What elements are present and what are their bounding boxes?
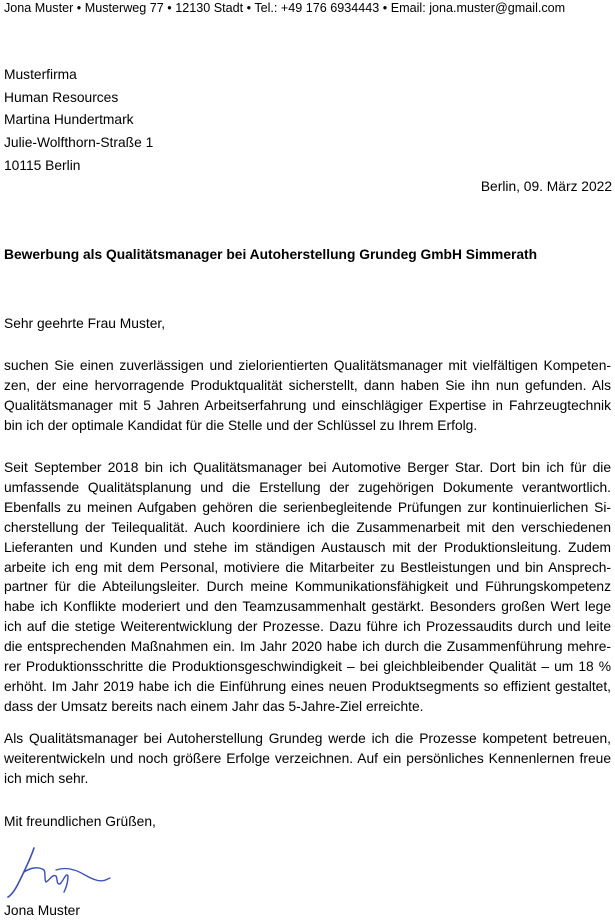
body-paragraph-outlook: Als Qualitätsmanager bei Autoherstellung Grundeg werde ich die Prozesse kompetent betreuen, weiterentwickeln und noch größere Erfolge verzeichnen. Auf ein persönliches Kennenlernen freue ich mich sehr.: [4, 731, 611, 786]
recipient-contact: Martina Hundertmark: [4, 112, 134, 128]
recipient-company: Musterfirma: [4, 67, 77, 82]
body-paragraph-experience: Seit September 2018 bin ich Qualitätsmanager bei Automotive Berger Star. Dort bin ich für die umfassende Qualitätsplanung und die Erstellung der zugehörigen Dokumente verantwortlich. Ebenfalls zu meinen Aufgaben gehören die serienbegleitende Prüfungen zur kontinuierlichen Sicherstellung der Teilequalität. Auch koordiniere ich die Zusammenarbeit mit den verschiedenen Lieferanten und Kunden und stehe im ständigen Austausch mit der Produktionsleitung. Zudem arbeite ich eng mit dem Personal, motiviere die Mitarbeiter zu Bestleistungen und bin Ansprechpartner für die Abteilungsleiter. Durch meine Kommunikationsfähigkeit und Führungskompetenz habe ich Konflikte moderiert und den Teamzusammenhalt gestärkt. Besonders großen Wert lege ich auf die stetige Weiterentwicklung der Prozesse. Dazu führe ich Prozessaudits durch und leite die entsprechenden Maßnahmen ein. Im Jahr 2020 habe ich durch die Zusammenführung mehrerer Produktionsschritte die Produktionsgeschwindigkeit – bei gleichbleibender Qualität – um 18 % erhöht. Im Jahr 2019 habe ich die Einführung eines neuen Produktsegments so effizient gestaltet, dass der Umsatz bereits nach einem Jahr das 5-Jahre-Ziel erreichte.: [4, 460, 611, 714]
recipient-department: Human Resources: [4, 89, 119, 105]
letter-date: Berlin, 09. März 2022: [480, 179, 612, 194]
handwritten-signature: [4, 842, 112, 902]
closing-phrase: Mit freundlichen Grüßen,: [4, 814, 156, 829]
recipient-address: [4, 64, 153, 178]
sender-contact-line: Jona Muster • Musterweg 77 • 12130 Stadt • Tel.: +49 176 6934443 • Email: jona.muster@gmail.com: [4, 1, 566, 15]
letter-subject: Bewerbung als Qualitätsmanager bei Autoherstellung Grundeg GmbH Simmerath: [4, 247, 538, 262]
recipient-city: 10115 Berlin: [4, 157, 81, 173]
salutation: Sehr geehrte Frau Muster,: [4, 316, 166, 331]
signer-name: Jona Muster: [4, 903, 80, 918]
recipient-street: Julie-Wolfthorn-Straße 1: [4, 135, 154, 151]
body-paragraph-intro: suchen Sie einen zuverlässigen und zielorientierten Qualitätsmanager mit vielfältigen Kompetenzen, der eine hervorragende Produktqualität sicherstellt, dann haben Sie ihn nun gefunden. Als Qualitätsmanager mit 5 Jahren Arbeitserfahrung und einschlägiger Expertise in Fahrzeugtechnik bin ich der optimale Kandidat für die Stelle und der Schlüssel zu Ihrem Erfolg.: [4, 358, 611, 433]
